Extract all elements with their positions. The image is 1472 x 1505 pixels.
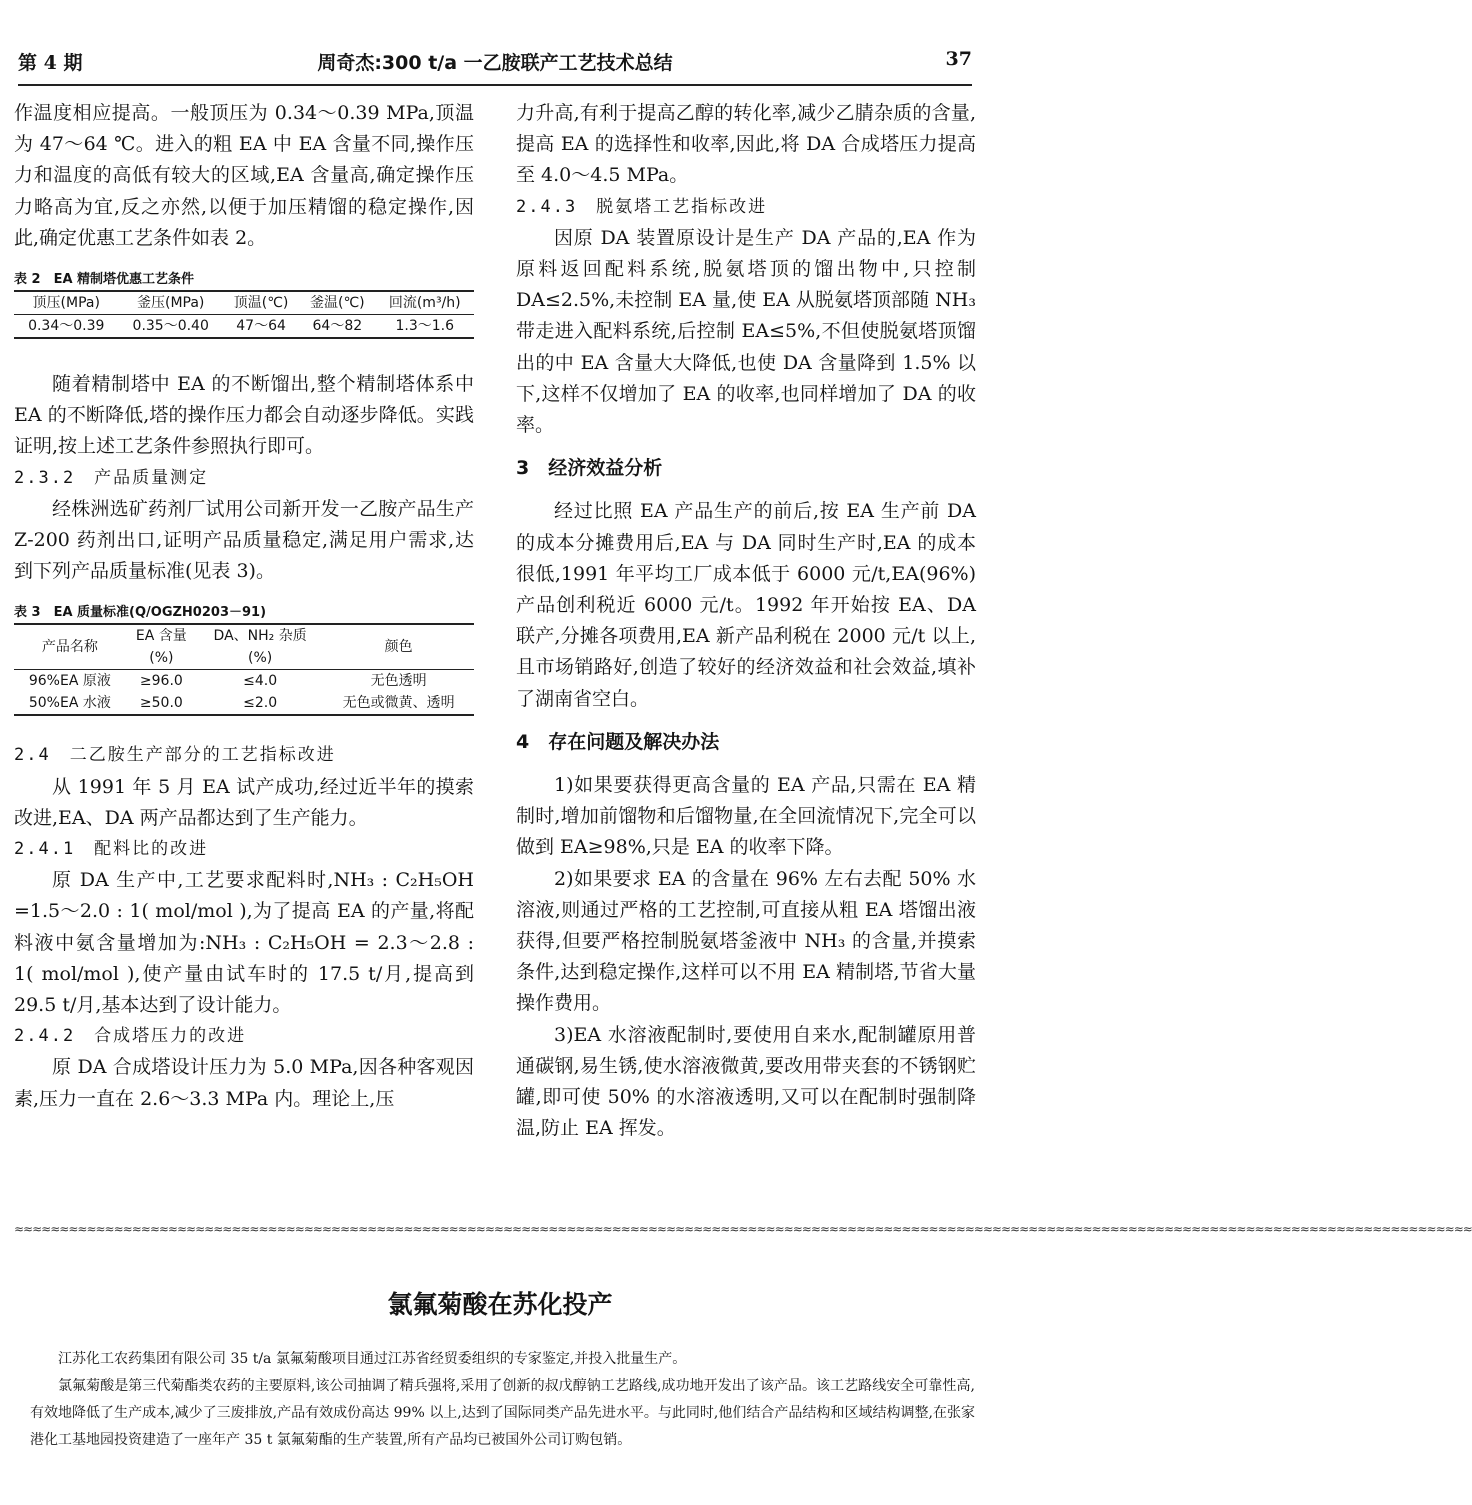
table-cell: 96%EA 原液 xyxy=(14,670,126,693)
table-header-unit: (%) xyxy=(149,650,174,667)
subsection-heading: 2.3.2 产品质量测定 xyxy=(14,467,209,488)
table-header-cell: 回流(m³/h) xyxy=(375,291,474,315)
table-cell: ≥96.0 xyxy=(126,670,197,693)
table-3-caption: 表 3 EA 质量标准(Q/OGZH0203－91) xyxy=(14,605,267,621)
running-header xyxy=(18,34,972,86)
table-row xyxy=(14,692,474,715)
table-cell: 0.35～0.40 xyxy=(118,315,222,339)
table-row xyxy=(14,670,474,693)
subsection-heading: 2.4.3 脱氨塔工艺指标改进 xyxy=(516,196,768,217)
table-2-caption: 表 2 EA 精制塔优惠工艺条件 xyxy=(14,272,195,288)
running-title: 周奇杰:300 t/a 一乙胺联产工艺技术总结 xyxy=(317,52,673,74)
table-cell: 1.3～1.6 xyxy=(375,315,474,339)
paragraph: 经过比照 EA 产品生产的前后,按 EA 生产前 DA 的成本分摊费用后,EA 与 DA 同时生产时,EA 的成本很低,1991 年平均工厂成本低于 6000 元/t,EA(96%)产品创利税近 6000 元/t。1992 年开始按 EA、DA 联产,分摊各项费用,EA 新产品利税在 2000 元/t 以上,且市场销路好,创造了较好的经济效益和社会效益,填补了湖南省空白。 xyxy=(516,500,976,710)
table-cell: 50%EA 水液 xyxy=(14,692,126,715)
table-cell: 无色透明 xyxy=(323,670,474,693)
paragraph: 江苏化工农药集团有限公司 35 t/a 氯氟菊酸项目通过江苏省经贸委组织的专家鉴定,并投入批量生产。 xyxy=(58,1351,687,1367)
news-item xyxy=(30,1346,975,1454)
section-heading: 3 经济效益分析 xyxy=(516,457,663,480)
paragraph: 3)EA 水溶液配制时,要使用自来水,配制罐原用普通碳钢,易生锈,使水溶液微黄,要改用带夹套的不锈钢贮罐,即可使 50% 的水溶液透明,又可以在配制时强制降温,防止 EA 挥发。 xyxy=(516,1023,976,1140)
table-header-cell: 顶温(℃) xyxy=(223,291,299,315)
table-cell: ≤4.0 xyxy=(197,670,323,693)
paragraph: 原 DA 合成塔设计压力为 5.0 MPa,因各种客观因素,压力一直在 2.6～3.3 MPa 内。理论上,压 xyxy=(14,1056,474,1110)
table-header-cell: 顶压(MPa) xyxy=(14,291,118,315)
table-cell: 无色或微黄、透明 xyxy=(323,692,474,715)
issue-number: 第 4 期 xyxy=(18,52,83,74)
table-cell: ≥50.0 xyxy=(126,692,197,715)
paragraph: 氯氟菊酸是第三代菊酯类农药的主要原料,该公司抽调了精兵强将,采用了创新的叔戊醇钠工艺路线,成功地开发出了该产品。该工艺路线安全可靠性高,有效地降低了生产成本,减少了三废排放,产品有效成份高达 99% 以上,达到了国际同类产品先进水平。与此同时,他们结合产品结构和区域结构调整,在张家港化工基地园投资建造了一座年产 35 t 氯氟菊酯的生产装置,所有产品均已被国外公司订购包销。 xyxy=(30,1378,975,1448)
table-cell: ≤2.0 xyxy=(197,692,323,715)
subsection-heading: 2.4.2 合成塔压力的改进 xyxy=(14,1026,247,1047)
table-header-cell: 颜色 xyxy=(323,624,474,670)
table-row xyxy=(14,315,474,339)
paragraph: 2)如果要求 EA 的含量在 96% 左右去配 50% 水溶液,则通过严格的工艺控制,可直接从粗 EA 塔馏出液获得,但要严格控制脱氨塔釜液中 NH₃ 的含量,并摸索条件,达到稳定操作,这样可以不用 EA 精制塔,节省大量操作费用。 xyxy=(516,867,976,1015)
paragraph: 随着精制塔中 EA 的不断馏出,整个精制塔体系中 EA 的不断降低,塔的操作压力都会自动逐步降低。实践证明,按上述工艺条件参照执行即可。 xyxy=(14,373,474,458)
left-column xyxy=(14,98,474,1115)
table-header-cell: 釜温(℃) xyxy=(299,291,375,315)
table-header-unit: (%) xyxy=(248,650,273,667)
paragraph: 因原 DA 装置原设计是生产 DA 产品的,EA 作为原料返回配料系统,脱氨塔顶的馏出物中,只控制 DA≤2.5%,未控制 EA 量,使 EA 从脱氨塔顶部随 NH₃ 带走进入配料系统,后控制 EA≤5%,不但使脱氨塔顶馏出的中 EA 含量大大降低,也使 DA 含量降到 1.5% 以下,这样不仅增加了 EA 的收率,也同样增加了 DA 的收率。 xyxy=(516,226,976,437)
paragraph: 从 1991 年 5 月 EA 试产成功,经过近半年的摸索改进,EA、DA 两产品都达到了生产能力。 xyxy=(14,775,474,829)
table-cell: 47～64 xyxy=(223,315,299,339)
paragraph: 1)如果要获得更高含量的 EA 产品,只需在 EA 精制时,增加前馏物和后馏物量,在全回流情况下,完全可以做到 EA≥98%,只是 EA 的收率下降。 xyxy=(516,774,976,859)
table-header-cell: 釜压(MPa) xyxy=(118,291,222,315)
table-3 xyxy=(14,623,474,716)
table-2 xyxy=(14,290,474,339)
page-number: 37 xyxy=(945,48,972,70)
table-header-cell: DA、NH₂ 杂质 xyxy=(197,624,323,647)
subsection-heading: 2.4.1 配料比的改进 xyxy=(14,839,209,860)
paragraph: 经株洲选矿药剂厂试用公司新开发一乙胺产品生产 Z-200 药剂出口,证明产品质量稳定,满足用户需求,达到下列产品质量标准(见表 3)。 xyxy=(14,497,474,583)
section-heading: 4 存在问题及解决办法 xyxy=(516,730,720,753)
paragraph: 原 DA 生产中,工艺要求配料时,NH₃ : C₂H₅OH =1.5～2.0 : 1( mol/mol ),为了提高 EA 的产量,将配料液中氨含量增加为:NH₃ : C₂H₅OH = 2.3～2.8 : 1( mol/mol ),使产量由试车时的 17.5 t/月,提高到 29.5 t/月,基本达到了设计能力。 xyxy=(14,869,474,1017)
decorative-divider: ≈≈≈≈≈≈≈≈≈≈≈≈≈≈≈≈≈≈≈≈≈≈≈≈≈≈≈≈≈≈≈≈≈≈≈≈≈≈≈≈≈≈≈≈≈≈≈≈≈≈≈≈≈≈≈≈≈≈≈≈≈≈≈≈≈≈≈≈≈≈≈≈≈≈≈≈≈≈≈≈≈≈≈≈≈≈≈≈≈≈≈≈≈≈≈≈≈≈≈≈≈≈≈≈≈≈≈≈≈≈≈≈≈≈≈≈≈≈≈≈≈≈≈≈≈≈≈≈≈≈≈≈≈≈≈≈≈≈≈≈≈≈≈≈≈≈≈≈≈≈≈≈≈≈≈≈≈≈≈≈≈ xyxy=(14,1222,1472,1236)
table-cell: 0.34～0.39 xyxy=(14,315,118,339)
table-header-cell: 产品名称 xyxy=(14,624,126,670)
paragraph: 力升高,有利于提高乙醇的转化率,减少乙腈杂质的含量,提高 EA 的选择性和收率,因此,将 DA 合成塔压力提高至 4.0～4.5 MPa。 xyxy=(516,102,976,187)
news-title: 氯氟菊酸在苏化投产 xyxy=(387,1290,613,1319)
paragraph: 作温度相应提高。一般顶压为 0.34～0.39 MPa,顶温为 47～64 ℃。进入的粗 EA 中 EA 含量不同,操作压力和温度的高低有较大的区域,EA 含量高,确定操作压力略高为宜,反之亦然,以便于加压精馏的稳定操作,因此,确定优惠工艺条件如表 2。 xyxy=(14,102,474,249)
table-cell: 64～82 xyxy=(299,315,375,339)
right-column xyxy=(516,98,976,1145)
table-header-cell: EA 含量 xyxy=(126,624,197,647)
section-heading: 2.4 二乙胺生产部分的工艺指标改进 xyxy=(14,745,336,766)
